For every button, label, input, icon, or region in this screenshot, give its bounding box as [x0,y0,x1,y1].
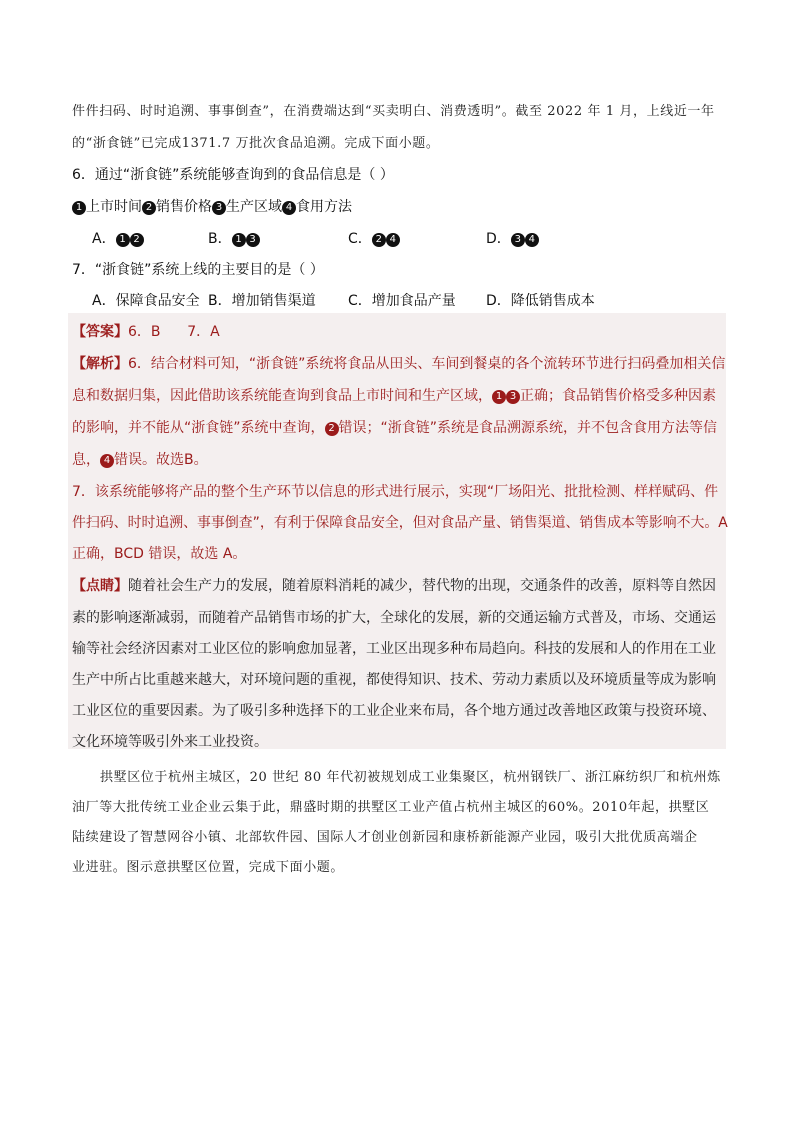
comment-line-2: 素的影响逐渐减弱，而随着产品销售市场的扩大，全球化的发展，新的交通运输方式普及，市场、交通运 [72,610,716,626]
material-line-2: 的“浙食链”已完成1371.7 万批次食品追溯。完成下面小题。 [72,136,440,151]
material-b-line-2: 油厂等大批传统工业企业云集于此，鼎盛时期的拱墅区工业产值占杭州主城区的60%。2010年起，拱墅区 [72,800,710,815]
question-7-option-d: D．降低销售成本 [486,293,595,309]
circled-number: 1 [116,233,130,247]
circled-number: 3 [246,233,260,247]
comment-tag: 【点睛】 [72,578,128,594]
comment-line-1 [72,575,716,595]
material-b-line-4: 业进驻。图示意拱墅区位置，完成下面小题。 [72,860,345,875]
question-6-stem: 6．通过“浙食链”系统能够查询到的食品信息是（ ） [72,167,394,183]
question-7-option-b: B．增加销售渠道 [208,293,316,309]
analysis-text: 6．结合材料可知，“浙食链”系统将食品从田头、车间到餐桌的各个流转环节进行扫码叠加相关信 [128,356,726,372]
answer-line [72,321,220,341]
question-7-option-a: A．保障食品安全 [92,293,200,309]
circled-number: 1 [492,390,506,404]
analysis-text: 错误；“浙食链”系统是食品溯源系统，并不包含食用方法等信 [338,420,718,436]
circled-number: 3 [212,201,226,215]
question-7-option-c: C．增加食品产量 [348,293,456,309]
answer-text: 6．B 7．A [128,324,220,340]
analysis-text: 的影响，并不能从“浙食链”系统中查询， [72,420,325,436]
option-label: C． [348,231,372,247]
analysis-line-5: 7．该系统能够将产品的整个生产环节以信息的形式进行展示，实现“厂场阳光、批批检测、样样赋码、件 [72,484,719,500]
analysis-text: 息和数据归集，因此借助该系统能查询到食品上市时间和生产区域， [72,388,492,404]
analysis-text: 息， [72,452,100,468]
circled-number: 4 [386,233,400,247]
comment-text: 随着社会生产力的发展，随着原料消耗的减少，替代物的出现，交通条件的改善，原料等自然因 [128,578,716,594]
material-b-line-1: 拱墅区位于杭州主城区，20 世纪 80 年代初被规划成工业集聚区，杭州钢铁厂、浙江麻纺织厂和杭州炼 [100,770,721,785]
circled-number: 4 [282,201,296,215]
circled-number: 1 [232,233,246,247]
question-7-stem: 7．“浙食链”系统上线的主要目的是（ ） [72,262,324,278]
question-6-option-d [486,228,539,248]
question-6-option-a [92,228,144,248]
material-line-1: 件件扫码、时时追溯、事事倒查”，在消费端达到“买卖明白、消费透明”。截至 2022 年 1 月，上线近一年 [72,104,715,119]
circled-number: 2 [372,233,386,247]
option-label: D． [486,231,511,247]
analysis-text: 错误。故选B。 [114,452,208,468]
comment-line-3: 输等社会经济因素对工业区位的影响愈加显著，工业区出现多种布局趋向。科技的发展和人的作用在工业 [72,641,716,657]
circled-number: 2 [130,233,144,247]
analysis-line-1 [72,353,725,373]
option-label: B． [208,231,232,247]
circled-number: 4 [525,233,539,247]
choice-text: 上市时间 [86,199,142,215]
choice-text: 销售价格 [156,199,212,215]
comment-line-6: 文化环境等吸引外来工业投资。 [72,734,268,750]
question-6-choices [72,196,352,216]
analysis-line-7: 正确，BCD 错误，故选 A。 [72,546,247,562]
answer-tag: 【答案】 [72,324,128,340]
question-6-option-b [208,228,260,248]
option-label: A． [92,231,116,247]
circled-number: 3 [506,390,520,404]
circled-number: 1 [72,201,86,215]
analysis-tag: 【解析】 [72,356,128,372]
analysis-line-4 [72,449,208,469]
comment-line-5: 工业区位的重要因素。为了吸引多种选择下的工业企业来布局，各个地方通过改善地区政策与投资环境、 [72,703,716,719]
question-6-option-c [348,228,400,248]
analysis-text: 正确；食品销售价格受多种因素 [520,388,716,404]
comment-line-4: 生产中所占比重越来越大，对环境问题的重视，都使得知识、技术、劳动力素质以及环境质量等成为影响 [72,672,716,688]
circled-number: 2 [142,201,156,215]
analysis-line-3 [72,417,717,437]
circled-number: 2 [325,422,339,436]
circled-number: 3 [511,233,525,247]
circled-number: 4 [100,454,114,468]
choice-text: 生产区域 [226,199,282,215]
choice-text: 食用方法 [296,199,352,215]
material-b-line-3: 陆续建设了智慧网谷小镇、北部软件园、国际人才创业创新园和康桥新能源产业园，吸引大批优质高端企 [72,830,698,845]
analysis-line-2 [72,385,716,405]
analysis-line-6: 件扫码、时时追溯、事事倒查”，有利于保障食品安全，但对食品产量、销售渠道、销售成本等影响不大。A [72,515,728,531]
